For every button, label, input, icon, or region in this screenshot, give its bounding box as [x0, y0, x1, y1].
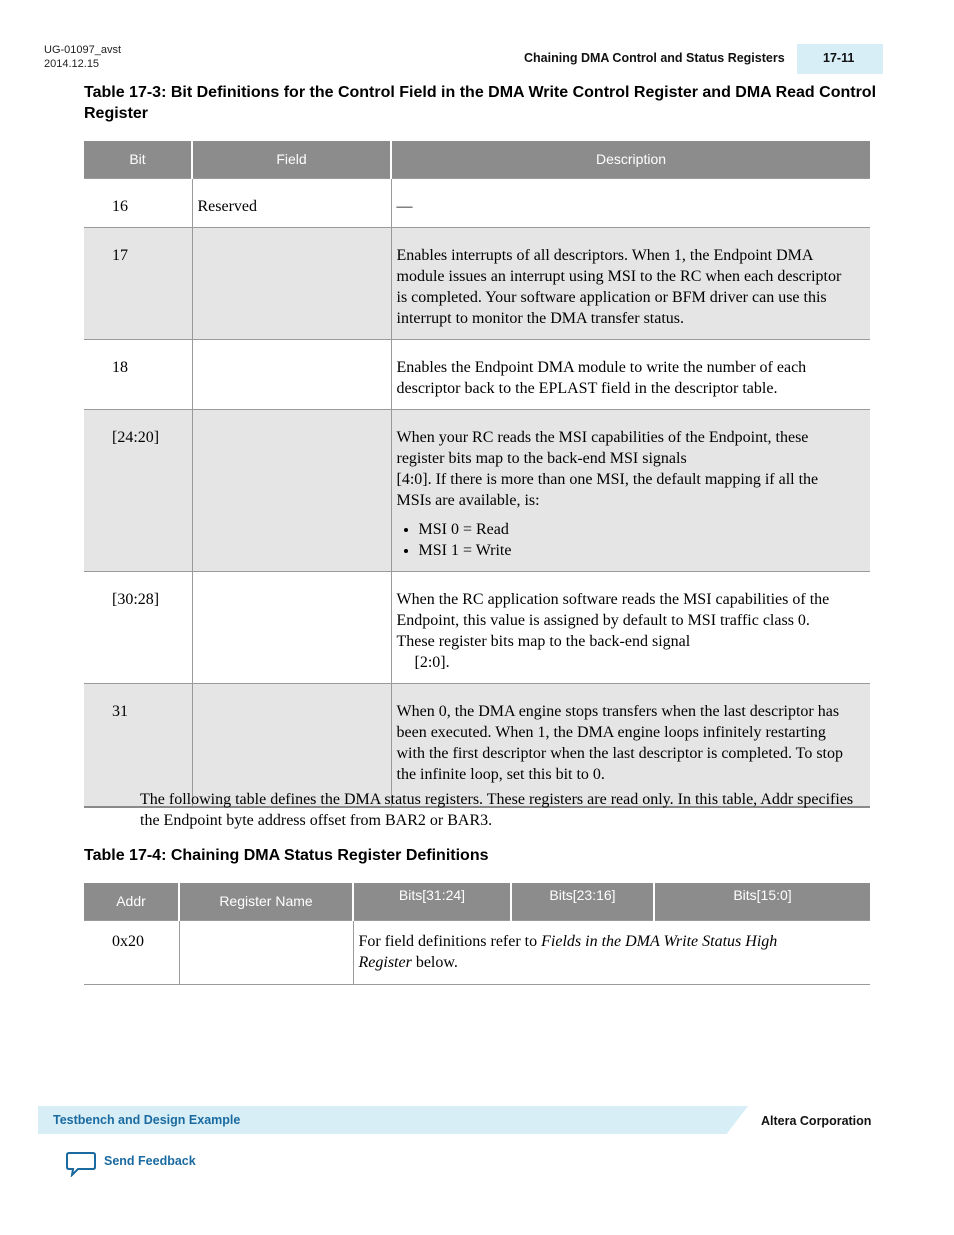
col-header-field: Field	[192, 141, 391, 178]
col-header-register-name: Register Name	[179, 883, 353, 920]
col-header-description: Description	[391, 141, 870, 178]
col-header-bits-15-0: Bits[15:0]	[654, 883, 870, 920]
control-bit-table	[84, 141, 870, 808]
description-cell: Enables interrupts of all descriptors. When 1, the Endpoint DMA module issues an interrupt using MSI to the RC when each descriptor is completed. Your software application or BFM driver can use this interrupt to monitor the DMA transfer status.	[391, 227, 870, 339]
bit-cell: 17	[84, 227, 192, 339]
addr-cell: 0x20	[84, 920, 179, 984]
body-paragraph: The following table defines the DMA status registers. These registers are read only. In this table, Addr specifies the Endpoint byte address offset from BAR2 or BAR3.	[140, 791, 854, 829]
table-header-row	[84, 141, 870, 178]
description-text: [4:0]. If there is more than one MSI, the default mapping if all the MSIs are available, is:	[396, 470, 819, 509]
speech-bubble-icon[interactable]	[66, 1151, 96, 1182]
doc-date: 2014.12.15	[44, 58, 100, 70]
table-row	[84, 227, 870, 339]
table-header-row	[84, 883, 870, 920]
table1-caption-line2: Register	[84, 105, 149, 122]
description-link-text: Fields in the DMA Write Status High Register	[358, 932, 778, 971]
table2-caption: Table 17-4: Chaining DMA Status Register Definitions	[84, 847, 489, 864]
table-row	[84, 339, 870, 409]
register-name-cell	[179, 920, 353, 984]
field-cell	[192, 339, 391, 409]
description-cell	[353, 920, 870, 984]
description-cell: Enables the Endpoint DMA module to write the number of each descriptor back to the EPLAST field in the descriptor table.	[391, 339, 870, 409]
status-register-table	[84, 883, 870, 985]
description-cell: When 0, the DMA engine stops transfers when the last descriptor has been executed. When 1, the DMA engine loops infinitely restarting with the first descriptor when the last descriptor is completed. To stop the infinite loop, set this bit to 0.	[391, 683, 870, 807]
description-text: below.	[411, 953, 458, 971]
description-text: When your RC reads the MSI capabilities of the Endpoint, these register bits map to the back-end MSI signals	[396, 428, 809, 467]
doc-id: UG-01097_avst	[44, 44, 122, 56]
col-header-bit: Bit	[84, 141, 192, 178]
table-row	[84, 571, 870, 683]
doc-meta	[44, 43, 121, 71]
list-item: • MSI 1 = Write	[419, 540, 851, 561]
table1-caption	[84, 82, 876, 124]
bullet-list	[397, 519, 851, 561]
bit-cell: 18	[84, 339, 192, 409]
bit-cell: [24:20]	[84, 409, 192, 571]
col-header-bits-31-24: Bits[31:24]	[353, 883, 511, 920]
bit-cell: 16	[84, 178, 192, 227]
col-header-bits-23-16: Bits[23:16]	[511, 883, 654, 920]
col-header-addr: Addr	[84, 883, 179, 920]
field-cell	[192, 409, 391, 571]
field-cell	[192, 571, 391, 683]
description-cell	[391, 571, 870, 683]
footer-section-link[interactable]: Testbench and Design Example	[53, 1113, 241, 1127]
page-number: 17-11	[823, 51, 855, 65]
description-text: For field definitions refer to	[358, 932, 542, 950]
table-row	[84, 409, 870, 571]
bit-cell: 31	[84, 683, 192, 807]
description-cell: —	[391, 178, 870, 227]
field-cell: Reserved	[192, 178, 391, 227]
list-item: • MSI 0 = Read	[419, 519, 851, 540]
field-cell	[192, 227, 391, 339]
description-text: When the RC application software reads the MSI capabilities of the Endpoint, this value is assigned by default to MSI traffic class 0. These register bits map to the back-end signal	[396, 590, 830, 650]
description-text: [2:0].	[414, 653, 450, 671]
bit-cell: [30:28]	[84, 571, 192, 683]
footer-company: Altera Corporation	[761, 1114, 872, 1128]
send-feedback-link[interactable]: Send Feedback	[104, 1154, 196, 1168]
description-cell	[391, 409, 870, 571]
table-row	[84, 178, 870, 227]
section-title: Chaining DMA Control and Status Registers	[524, 51, 785, 65]
table-row	[84, 920, 870, 984]
table1-caption-line1: Table 17-3: Bit Definitions for the Control Field in the DMA Write Control Register and DMA Read Control	[84, 84, 877, 101]
